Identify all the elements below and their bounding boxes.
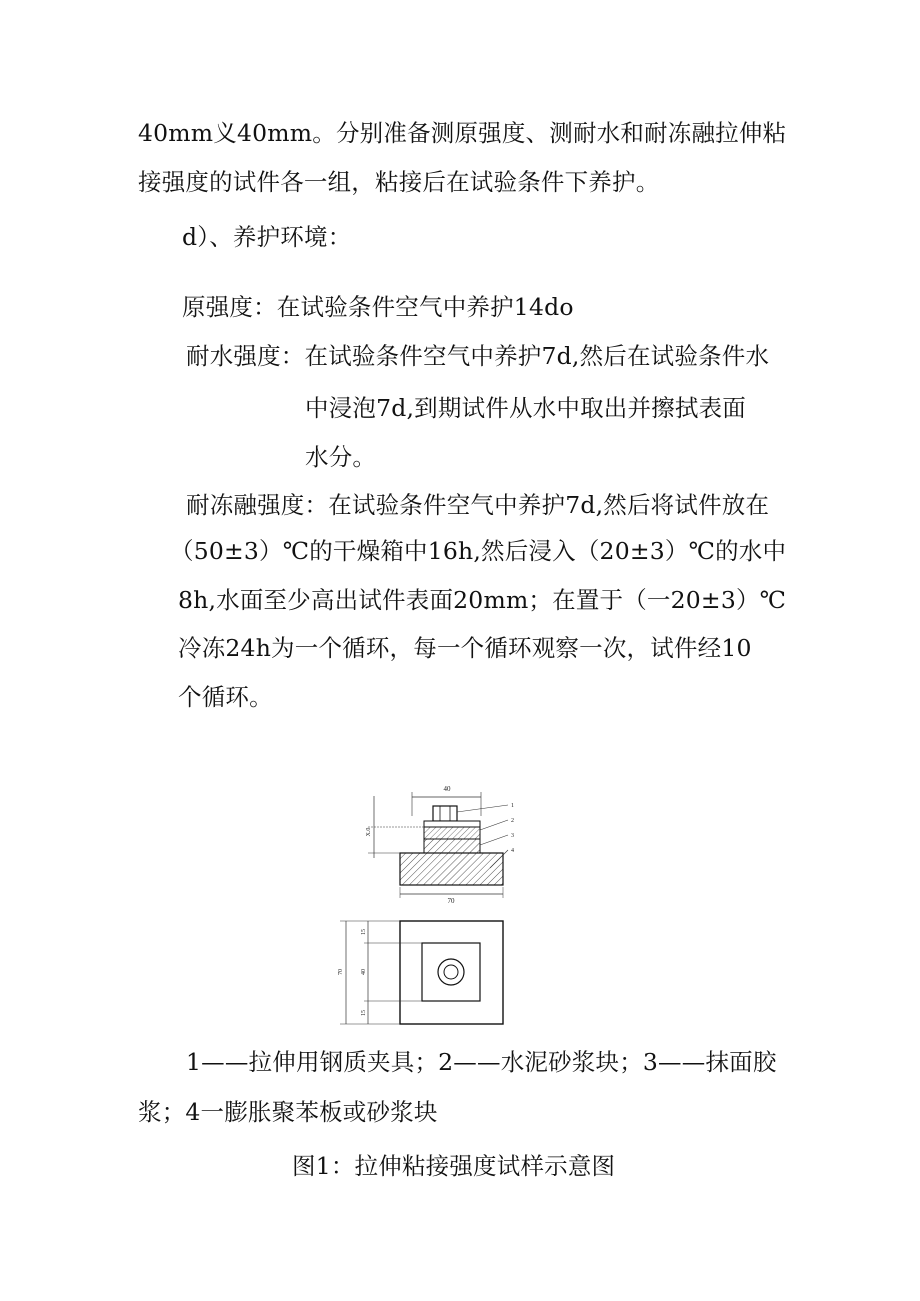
figure-legend-line-2: 浆；4一膨胀聚苯板或砂浆块	[138, 1098, 438, 1126]
figure-caption: 图1：拉伸粘接强度试样示意图	[292, 1152, 616, 1180]
dim-label-plan-inner: 40	[361, 969, 367, 975]
callout-4: 4	[511, 848, 514, 854]
plan-inner	[422, 943, 480, 1001]
callout-3: 3	[511, 833, 514, 839]
dim-label-plan-margin-bottom: 15	[361, 1010, 367, 1016]
text-line-2: 接强度的试件各一组，粘接后在试验条件下养护。	[138, 168, 660, 196]
steel-clamp	[433, 806, 457, 821]
adhesive-layer	[424, 839, 480, 853]
figure-legend-line-1: 1——拉伸用钢质夹具；2——水泥砂浆块；3——抹面胶	[186, 1048, 777, 1076]
text-line-freeze-strength: 耐冻融强度：在试验条件空气中养护7d,然后将试件放在	[186, 491, 770, 519]
text-line-freeze-strength-cont-2: 8h,水面至少高出试件表面20mm；在置于（一20±3）℃	[178, 586, 787, 614]
dim-label-top-width: 40	[443, 785, 451, 793]
dim-label-plan-side: 70	[338, 969, 344, 975]
text-line-freeze-strength-cont-3: 冷冻24h为一个循环，每一个循环观察一次，试件经10	[178, 634, 752, 662]
dim-label-side-height: X.0	[366, 827, 372, 837]
base-board	[400, 853, 503, 885]
text-line-1: 40mm义40mm。分别准备测原强度、测耐水和耐冻融拉伸粘	[138, 119, 787, 147]
callout-1: 1	[511, 803, 514, 809]
dim-label-base-width: 70	[447, 897, 455, 905]
text-line-water-strength-cont-2: 水分。	[305, 443, 377, 471]
dim-label-plan-margin-top: 15	[361, 929, 367, 935]
specimen-diagram-svg	[330, 780, 520, 1035]
section-heading-d: d）、养护环境：	[182, 223, 352, 251]
mortar-block	[424, 827, 480, 839]
text-line-freeze-strength-cont-1: （50±3）℃的干燥箱中16h,然后浸入（20±3）℃的水中	[170, 537, 787, 565]
text-line-freeze-strength-cont-4: 个循环。	[178, 683, 273, 711]
text-line-original-strength: 原强度：在试验条件空气中养护14do	[182, 293, 574, 321]
specimen-diagram	[330, 780, 520, 1035]
callout-2: 2	[511, 818, 514, 824]
text-line-water-strength-cont-1: 中浸泡7d,到期试件从水中取出并擦拭表面	[305, 394, 746, 422]
text-line-water-strength: 耐水强度：在试验条件空气中养护7d,然后在试验条件水	[186, 342, 770, 370]
